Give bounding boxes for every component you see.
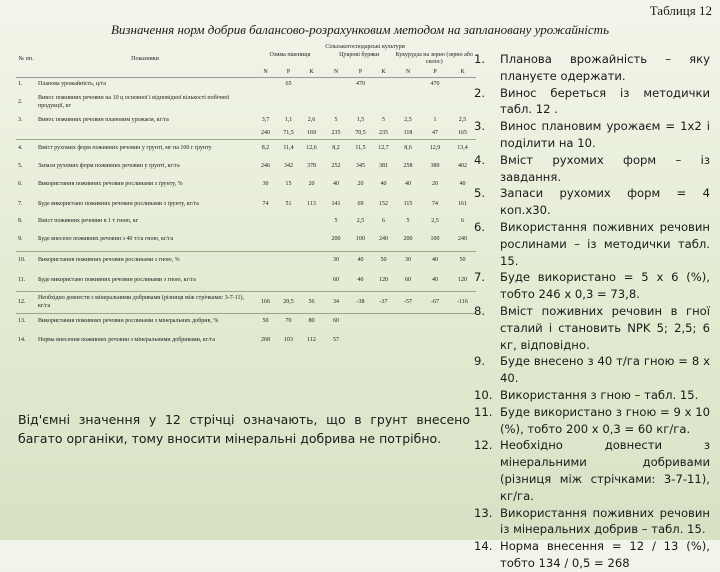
table-row	[16, 252, 476, 270]
value-cell	[300, 92, 323, 114]
row-indicator: Буде внесено поживних речовин з 40 т/га гною, кг/га	[38, 235, 174, 242]
value-cell	[421, 92, 449, 114]
row-indicator: Необхідно довнести з мінеральними добривами (різниця між стрічками: 3-7-11), кг/га	[36, 292, 254, 314]
value-cell: 166	[254, 292, 277, 314]
explanation-text: Буде використано з гною = 9 х 10 (%), тобто 200 х 0,3 = 60 кг/га.	[500, 404, 710, 436]
table-row	[16, 228, 476, 252]
value-cell: 60	[405, 276, 411, 283]
value-cell: 100	[356, 235, 365, 242]
row-indicator: Винос поживних речовин плановим урожаєм, кг/га	[38, 116, 169, 123]
value-cell: 70,5	[355, 129, 366, 136]
value-cell: 40	[421, 252, 449, 270]
value-cell: 2,5	[458, 116, 467, 123]
explanation-text: Необхідно довнести з мінеральними добривами (різниця між стрічками: 3-7-11), кг/га.	[500, 438, 710, 503]
table-row	[16, 140, 476, 158]
row-number: 4.	[16, 140, 36, 158]
value-cell: 11,5	[349, 140, 372, 158]
value-cell: 1	[433, 116, 437, 123]
explanation-item	[474, 404, 710, 438]
value-cell	[421, 330, 449, 352]
value-cell: 342	[284, 162, 293, 169]
explanation-text: Запаси рухомих форм = 4 коп.х30.	[500, 186, 710, 218]
value-cell: 235	[379, 129, 388, 136]
explanations-list	[474, 51, 710, 572]
explanation-number: 7.	[474, 270, 486, 285]
value-cell	[349, 314, 372, 330]
table-row	[16, 330, 476, 352]
crops-header-label: Сільськогосподарські культури	[325, 44, 405, 50]
value-cell	[372, 314, 395, 330]
value-cell: 2,5	[356, 217, 365, 224]
value-cell	[395, 92, 421, 114]
value-cell: 30	[262, 180, 269, 187]
value-cell: 165	[458, 129, 467, 136]
value-cell: 268	[261, 336, 270, 343]
explanation-text: Використання з гною – табл. 15.	[500, 387, 699, 402]
value-cell: 103	[284, 336, 293, 343]
table-row	[16, 128, 476, 140]
explanation-text: Буде використано = 5 х 6 (%), тобто 246 х 0,3 = 73,8.	[500, 270, 710, 302]
value-cell	[300, 78, 323, 92]
value-cell	[449, 314, 476, 330]
value-cell	[254, 92, 277, 114]
value-cell: 1,5	[356, 116, 365, 123]
row-number: 1.	[18, 81, 23, 87]
value-cell	[372, 78, 395, 92]
value-cell: 40	[333, 180, 339, 187]
value-cell: 15	[285, 180, 292, 187]
value-cell: 161	[458, 200, 467, 207]
value-cell: 12,7	[372, 140, 395, 158]
explanation-text: Планова врожайність – яку плануєте одержати.	[500, 52, 710, 83]
nutrient-header: K	[449, 68, 476, 78]
row-number	[16, 128, 36, 140]
value-cell: 40	[405, 180, 411, 187]
table-row	[16, 78, 476, 92]
value-cell: 141	[331, 200, 341, 207]
value-cell: 8,2	[254, 140, 277, 158]
value-cell: 6	[382, 217, 385, 224]
row-indicator: Буде використано поживних речовин рослинами з гною, кг/га	[38, 276, 196, 283]
value-cell	[277, 270, 300, 292]
value-cell	[300, 270, 323, 292]
explanation-text: Вміст поживних речовин в гної сталий і становить NPK 5; 2,5; 6 кг, відповідно.	[500, 303, 710, 352]
column-header-indicator: Показники	[36, 43, 254, 78]
value-cell: 115	[403, 200, 413, 207]
value-cell: 50	[449, 252, 476, 270]
value-cell	[395, 330, 421, 352]
value-cell	[254, 216, 277, 228]
value-cell: 13,4	[449, 140, 476, 158]
value-cell: 50	[372, 252, 395, 270]
explanation-number: 6.	[474, 219, 486, 234]
value-cell: 2,5	[404, 116, 412, 123]
explanation-text: Використання поживних речовин із мінеральних добрив – табл. 15.	[500, 505, 710, 537]
value-cell: 200	[403, 235, 413, 242]
explanation-number: 10.	[474, 387, 493, 402]
value-cell: -37	[372, 292, 395, 314]
row-number: 9.	[18, 235, 23, 242]
row-number: 11.	[18, 276, 26, 283]
value-cell	[323, 92, 349, 114]
row-number: 2.	[18, 98, 23, 105]
value-cell: 113	[307, 200, 316, 207]
value-cell: -67	[421, 292, 449, 314]
nutrient-header: P	[277, 68, 300, 78]
row-indicator: Використання поживних речовин рослинами з гною, %	[36, 252, 254, 270]
value-cell: 118	[403, 129, 413, 136]
nutrient-header: P	[421, 68, 449, 78]
explanation-item	[474, 437, 710, 504]
value-cell	[349, 330, 372, 352]
value-cell: 5	[334, 116, 338, 123]
value-cell: 20,5	[277, 292, 300, 314]
value-cell: 100	[430, 235, 440, 242]
column-header-crops	[254, 43, 476, 68]
value-cell: 240	[458, 235, 467, 242]
value-cell	[277, 92, 300, 114]
value-cell: 258	[403, 162, 413, 169]
explanation-item	[474, 85, 710, 119]
crop-winter-wheat: Озима пшениця	[269, 51, 311, 58]
explanation-number: 1.	[474, 52, 486, 66]
nutrient-header: N	[323, 68, 349, 78]
value-cell: 12,6	[300, 140, 323, 158]
explanation-item	[474, 303, 710, 353]
value-cell: 8,6	[395, 140, 421, 158]
value-cell: 246	[261, 162, 270, 169]
value-cell: 235	[331, 129, 341, 136]
value-cell: 20	[432, 180, 438, 187]
value-cell: 11,4	[277, 140, 300, 158]
explanation-number: 13.	[474, 505, 493, 520]
value-cell: 240	[379, 235, 388, 242]
value-cell: 6	[461, 217, 464, 224]
table-row	[16, 270, 476, 292]
table-row	[16, 176, 476, 194]
row-indicator: Буде використано поживних речовин рослинами з ґрунту, кг/га	[38, 200, 199, 207]
nutrient-header: K	[372, 68, 395, 78]
value-cell	[421, 314, 449, 330]
value-cell: -38	[349, 292, 372, 314]
value-cell: 65	[285, 81, 292, 87]
value-cell: 30	[395, 252, 421, 270]
table-row	[16, 314, 476, 330]
table-row	[16, 292, 476, 314]
value-cell: 60	[323, 314, 349, 330]
value-cell: 112	[307, 336, 316, 343]
value-cell: 378	[307, 162, 316, 169]
row-number: 8.	[18, 217, 23, 224]
value-cell	[277, 216, 300, 228]
row-indicator: Норма внесення поживних речовин з мінеральними добривами, кг/га	[38, 336, 216, 343]
table-number: Таблиця 12	[649, 3, 712, 18]
value-cell: 69	[357, 200, 364, 207]
nutrient-header: N	[395, 68, 421, 78]
value-cell	[300, 228, 323, 252]
explanation-number: 14.	[474, 539, 493, 554]
page-title: Визначення норм добрив балансово-розрахунковим методом на заплановану урожайність	[110, 22, 609, 37]
explanation-text: Винос береться із методички табл. 12 .	[500, 85, 710, 117]
explanation-item	[474, 505, 710, 539]
value-cell: 71,5	[283, 129, 294, 136]
explanation-number: 9.	[474, 354, 486, 369]
value-cell	[372, 330, 395, 352]
value-cell: 74	[262, 200, 269, 207]
explanation-text: Винос плановим урожаєм = 1х2 і поділити на 10.	[500, 119, 710, 150]
explanation-item	[474, 118, 710, 152]
row-number: 13.	[16, 314, 36, 330]
explanation-number: 4.	[474, 152, 486, 167]
nutrient-header: K	[300, 68, 323, 78]
value-cell: 169	[307, 129, 316, 136]
explanation-text: Норма внесення = 12 / 13 (%), тобто 134 / 0,5 = 268	[500, 539, 710, 570]
row-indicator: Використання поживних речовин рослинами з ґрунту, %	[38, 180, 183, 187]
explanation-number: 3.	[474, 119, 486, 134]
row-number: 5.	[18, 162, 23, 169]
table-row	[16, 216, 476, 228]
row-number: 12.	[16, 292, 36, 314]
value-cell: 51	[285, 200, 292, 207]
value-cell: 56	[300, 292, 323, 314]
row-indicator: Запаси рухомих форм поживних речовин у ґрунті, кг/га	[38, 162, 180, 169]
column-header-number: № пп.	[16, 43, 36, 78]
explanation-item	[474, 185, 710, 219]
row-indicator: Планова урожайність, ц/га	[38, 81, 106, 87]
explanation-item	[474, 152, 710, 186]
value-cell: 20	[308, 180, 315, 187]
value-cell: 470	[356, 81, 365, 87]
value-cell: 200	[331, 235, 341, 242]
table-body	[16, 78, 476, 352]
value-cell	[449, 78, 476, 92]
value-cell	[300, 216, 323, 228]
explanation-item	[474, 269, 710, 303]
explanation-number: 11.	[474, 404, 493, 419]
value-cell: 8,2	[323, 140, 349, 158]
value-cell: 40	[380, 180, 387, 187]
explanation-item	[474, 51, 710, 85]
explanation-text: Використання поживних речовин рослинами – із методички табл. 15.	[500, 219, 710, 268]
value-cell: 30	[323, 252, 349, 270]
row-number: 14.	[18, 336, 26, 343]
value-cell: -116	[449, 292, 476, 314]
row-number: 3.	[18, 116, 23, 123]
row-indicator: Вміст рухомих форм поживних речовин у грунті, мг на 100 г ґрунту	[36, 140, 254, 158]
explanation-item	[474, 387, 710, 404]
value-cell	[300, 252, 323, 270]
row-indicator: Використання поживних речовин рослинами з мінеральних добрив, %	[36, 314, 254, 330]
value-cell: 345	[356, 162, 365, 169]
value-cell: 2,5	[431, 217, 439, 224]
value-cell	[395, 314, 421, 330]
value-cell	[277, 228, 300, 252]
row-number: 10.	[16, 252, 36, 270]
row-number: 6.	[18, 180, 23, 187]
explanation-number: 8.	[474, 303, 486, 318]
value-cell: 47	[432, 129, 438, 136]
row-number: 7.	[18, 200, 23, 207]
value-cell: 120	[458, 276, 467, 283]
explanation-item	[474, 353, 710, 387]
value-cell	[254, 228, 277, 252]
value-cell: 3,7	[261, 116, 270, 123]
explanation-text: Вміст рухомих форм – із завдання.	[500, 152, 710, 184]
value-cell: 40	[357, 276, 364, 283]
value-cell: 2,6	[307, 116, 316, 123]
value-cell	[254, 270, 277, 292]
fertilizer-norms-table	[16, 43, 476, 352]
value-cell: 1,1	[284, 116, 293, 123]
value-cell	[349, 92, 372, 114]
value-cell: 80	[300, 314, 323, 330]
explanation-number: 5.	[474, 186, 486, 201]
value-cell	[254, 78, 277, 92]
value-cell: 389	[430, 162, 440, 169]
value-cell: 5	[406, 217, 410, 224]
value-cell: 5	[334, 217, 338, 224]
value-cell: 120	[379, 276, 388, 283]
value-cell: 252	[331, 162, 341, 169]
value-cell: 240	[261, 129, 270, 136]
table-row	[16, 92, 476, 114]
value-cell: 50	[254, 314, 277, 330]
crop-sugar-beet: Цукрові буряки	[339, 51, 380, 58]
value-cell	[277, 252, 300, 270]
row-indicator	[36, 128, 254, 140]
value-cell: 402	[458, 162, 467, 169]
value-cell: 40	[432, 276, 438, 283]
value-cell	[372, 92, 395, 114]
explanation-number: 2.	[474, 85, 486, 100]
value-cell: -57	[395, 292, 421, 314]
value-cell: 12,9	[421, 140, 449, 158]
row-indicator: Винос поживних речовин на 10 ц основної і відповідної кількості побічної продукції, кг	[38, 95, 230, 109]
value-cell: 40	[459, 180, 466, 187]
nutrient-header: P	[349, 68, 372, 78]
value-cell: 70	[277, 314, 300, 330]
explanation-item	[474, 219, 710, 269]
value-cell: 40	[349, 252, 372, 270]
crop-corn: Кукурудза на зерно (зерно або силос)	[395, 51, 473, 65]
value-cell	[449, 92, 476, 114]
value-cell: 20	[357, 180, 364, 187]
table-row	[16, 114, 476, 128]
value-cell: 74	[432, 200, 438, 207]
value-cell	[449, 330, 476, 352]
value-cell: 60	[333, 276, 339, 283]
value-cell: 152	[379, 200, 388, 207]
explanation-number: 12.	[474, 438, 493, 453]
value-cell	[254, 252, 277, 270]
explanation-text: Буде внесено з 40 т/га гною = 8 х 40.	[500, 354, 710, 386]
explanation-item	[474, 538, 710, 572]
negative-values-note: Від'ємні значення у 12 стрічці означають, що в грунт внесено багато органіки, тому вносити мінеральні добрива не потрібно.	[18, 412, 470, 447]
value-cell	[395, 78, 421, 92]
value-cell: 34	[323, 292, 349, 314]
table-row	[16, 158, 476, 176]
value-cell: 381	[379, 162, 388, 169]
nutrient-header: N	[254, 68, 277, 78]
value-cell: 470	[430, 81, 440, 87]
value-cell	[323, 78, 349, 92]
value-cell: 57	[333, 336, 339, 343]
row-indicator: Вміст поживних речовин в 1 т гною, кг	[38, 217, 139, 224]
value-cell: 5	[382, 116, 385, 123]
table-row	[16, 194, 476, 216]
